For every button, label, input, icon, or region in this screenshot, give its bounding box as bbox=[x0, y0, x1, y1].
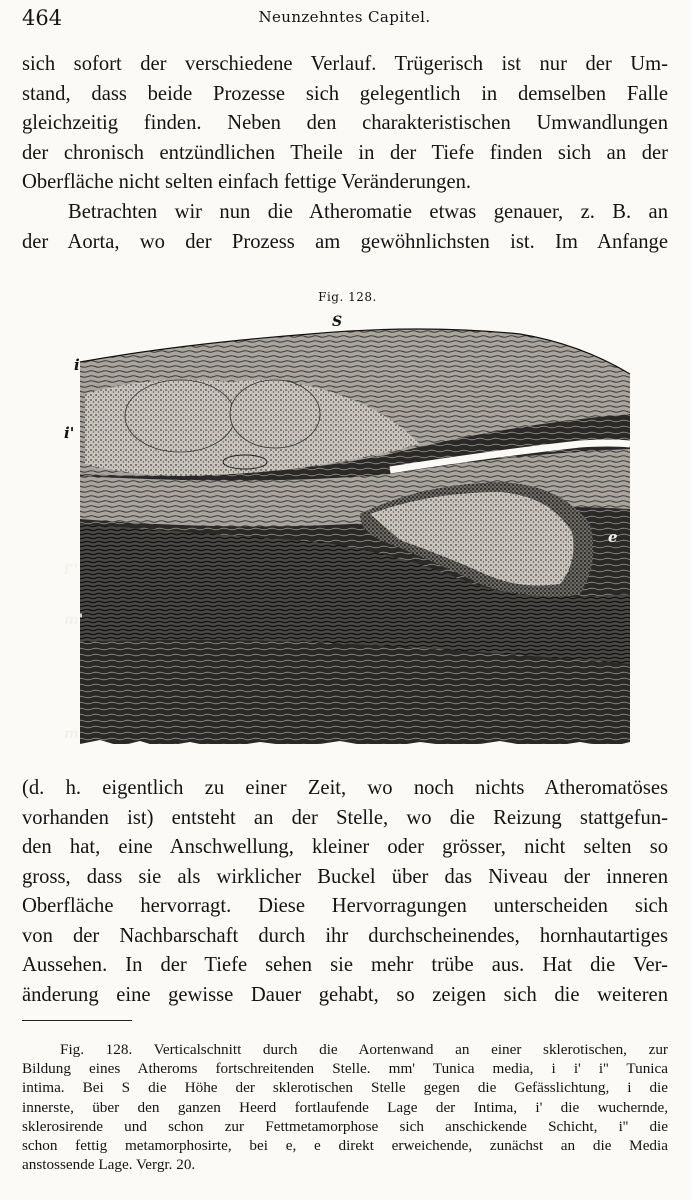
text-line: sich sofort der verschiedene Verlauf. Trügerisch ist nur der Um- bbox=[22, 53, 668, 75]
running-head bbox=[22, 6, 667, 36]
text-line: von der Nachbarschaft durch ihr durchscheinendes, hornhautartiges bbox=[22, 924, 668, 947]
footnote-line: sklerosirende und schon zur Fettmetamorphose sich anschickende Schicht, i'' die bbox=[22, 1117, 668, 1135]
paragraph-1 bbox=[22, 50, 668, 198]
figure-caption-footnote bbox=[22, 1040, 668, 1174]
text-line: gleichzeitig finden. Neben den charakteristischen Umwandlungen bbox=[22, 112, 668, 134]
figure-letter-m-prime: m' bbox=[64, 612, 84, 628]
footnote-line: anstossende Lage. Vergr. 20. bbox=[22, 1156, 196, 1174]
figure-letter-S: S bbox=[332, 314, 343, 330]
footnote-line: schon fettig metamorphosirte, bei e, e direkt erweichende, zunächst an die Media bbox=[22, 1136, 668, 1154]
page-number: 464 bbox=[22, 6, 63, 30]
paragraph-2 bbox=[22, 198, 668, 257]
figure-letter-e: e bbox=[608, 528, 618, 546]
text-line: änderung eine gewisse Dauer gehabt, so zeigen sich die weiteren bbox=[22, 983, 668, 1006]
text-line: (d. h. eigentlich zu einer Zeit, wo noch nichts Atheromatöses bbox=[22, 777, 668, 799]
text-line: Oberfläche nicht selten einfach fettige Veränderungen. bbox=[22, 171, 472, 193]
footnote-line: Bildung eines Atheroms fortschreitenden Stelle. mm' Tunica media, i i' i'' Tunica bbox=[22, 1060, 668, 1078]
chapter-title: Neunzehntes Capitel. bbox=[258, 8, 431, 26]
text-line: Betrachten wir nun die Atheromatie etwas genauer, z. B. an bbox=[68, 201, 668, 223]
text-line: stand, dass beide Prozesse sich gelegentlich in demselben Falle bbox=[22, 82, 668, 105]
text-line: der chronisch entzündlichen Theile in der Tiefe finden sich an der bbox=[22, 141, 668, 164]
figure-128 bbox=[60, 282, 635, 752]
text-line: den hat, eine Anschwellung, kleiner oder grösser, nicht selten so bbox=[22, 836, 668, 858]
figure-letter-i-double-prime: i'' bbox=[64, 562, 78, 578]
text-line: gross, dass sie als wirklicher Buckel über das Niveau der inneren bbox=[22, 865, 668, 888]
paragraph-3 bbox=[22, 774, 668, 1010]
aorta-section-engraving bbox=[60, 304, 635, 754]
text-line: der Aorta, wo der Prozess am gewöhnlichsten ist. Im Anfange bbox=[22, 230, 668, 253]
text-line: Oberfläche hervorragt. Diese Hervorragungen unterscheiden sich bbox=[22, 895, 668, 917]
text-line: Aussehen. In der Tiefe sehen sie mehr trübe aus. Hat die Ver- bbox=[22, 954, 668, 976]
footnote-line: Fig. 128. Verticalschnitt durch die Aortenwand an einer sklerotischen, zur bbox=[60, 1041, 668, 1058]
text-line: vorhanden ist) entsteht an der Stelle, wo die Reizung stattgefun- bbox=[22, 806, 668, 829]
footnote-line: intima. Bei S die Höhe der sklerotischen Stelle gegen die Gefässlichtung, i die bbox=[22, 1079, 668, 1097]
figure-letter-i-prime: i' bbox=[64, 424, 75, 442]
figure-letter-m: m bbox=[64, 726, 79, 742]
footnote-separator bbox=[22, 1020, 132, 1021]
figure-label: Fig. 128. bbox=[318, 290, 377, 304]
figure-letter-i: i bbox=[74, 356, 80, 374]
footnote-line: innerste, über den ganzen Heerd fortlaufende Lage der Intima, i' die wuchernde, bbox=[22, 1098, 668, 1116]
